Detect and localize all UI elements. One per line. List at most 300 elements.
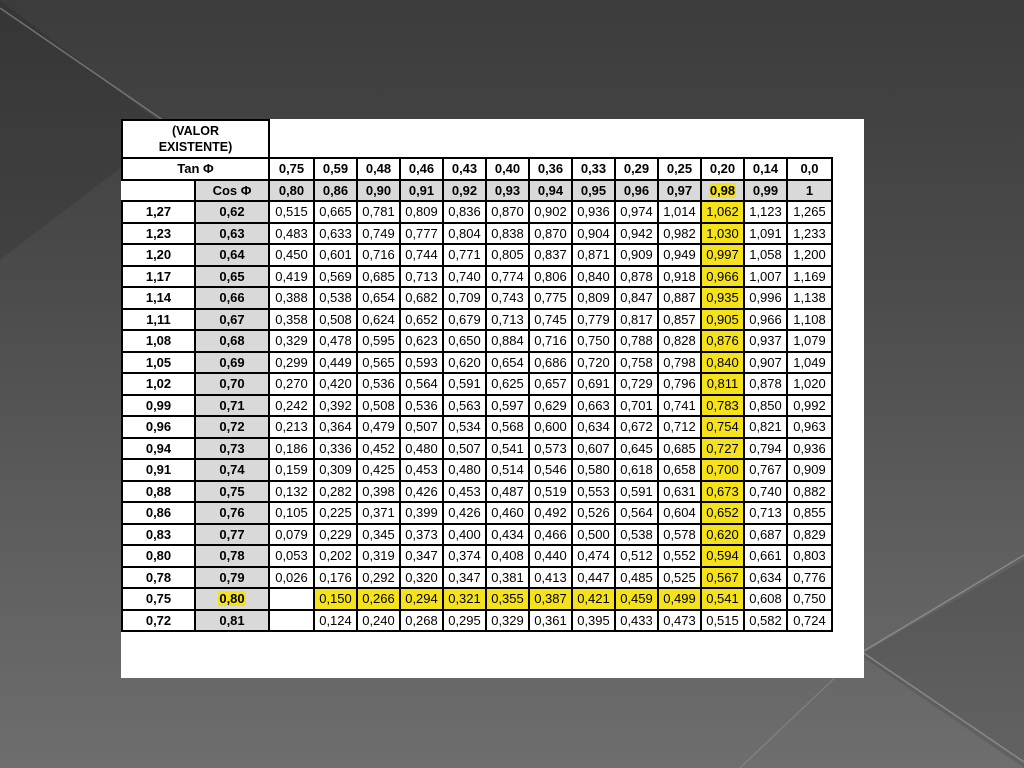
table-cell: 0,806 (529, 266, 572, 288)
table-row (122, 266, 832, 288)
row-cos-existing: 0,75 (195, 481, 269, 503)
tan-value-header: 0,48 (357, 158, 400, 180)
row-tan-existing: 0,83 (122, 524, 195, 546)
table-cell: 0,631 (658, 481, 701, 503)
tan-value-header: 0,59 (314, 158, 357, 180)
table-cell: 0,294 (400, 588, 443, 610)
cos-target-header: 0,93 (486, 180, 529, 202)
table-cell: 0,936 (787, 438, 832, 460)
table-cell: 0,750 (787, 588, 832, 610)
tan-value-header: 0,29 (615, 158, 658, 180)
table-row (122, 416, 832, 438)
table-cell: 0,974 (615, 201, 658, 223)
table-cell: 0,652 (400, 309, 443, 331)
table-cell: 0,408 (486, 545, 529, 567)
table-cell: 0,478 (314, 330, 357, 352)
table-cell: 0,650 (443, 330, 486, 352)
table-cell: 0,447 (572, 567, 615, 589)
cos-target-header: 0,86 (314, 180, 357, 202)
table-cell: 0,371 (357, 502, 400, 524)
table-cell: 0,213 (269, 416, 314, 438)
table-cell: 0,966 (701, 266, 744, 288)
table-cell: 0,452 (357, 438, 400, 460)
table-cell: 1,200 (787, 244, 832, 266)
table-cell: 0,568 (486, 416, 529, 438)
row-cos-existing: 0,71 (195, 395, 269, 417)
table-cell: 0,374 (443, 545, 486, 567)
row-tan-existing: 0,96 (122, 416, 195, 438)
table-row (122, 395, 832, 417)
cos-target-header: 0,80 (269, 180, 314, 202)
table-cell: 0,440 (529, 545, 572, 567)
tan-value-header: 0,14 (744, 158, 787, 180)
table-cell: 0,750 (572, 330, 615, 352)
row-cos-existing: 0,64 (195, 244, 269, 266)
table-cell: 0,709 (443, 287, 486, 309)
table-cell: 0,743 (486, 287, 529, 309)
table-cell: 0,796 (658, 373, 701, 395)
table-cell: 0,593 (400, 352, 443, 374)
table-cell: 0,654 (357, 287, 400, 309)
table-cell: 0,536 (357, 373, 400, 395)
cos-target-header: 0,99 (744, 180, 787, 202)
table-cell: 0,534 (443, 416, 486, 438)
table-cell: 0,618 (615, 459, 658, 481)
table-cell: 0,240 (357, 610, 400, 632)
table-row (122, 545, 832, 567)
table-row (122, 567, 832, 589)
table-cell (269, 588, 314, 610)
row-cos-existing: 0,63 (195, 223, 269, 245)
table-cell: 0,526 (572, 502, 615, 524)
table-cell: 0,591 (615, 481, 658, 503)
row-cos-existing: 0,62 (195, 201, 269, 223)
table-cell: 0,997 (701, 244, 744, 266)
table-cell: 0,685 (658, 438, 701, 460)
table-cell: 0,838 (486, 223, 529, 245)
table-cell: 0,701 (615, 395, 658, 417)
table-cell: 0,499 (658, 588, 701, 610)
tan-value-header: 0,20 (701, 158, 744, 180)
cos-target-header: 0,91 (400, 180, 443, 202)
table-cell: 1,014 (658, 201, 701, 223)
table-cell: 0,817 (615, 309, 658, 331)
tan-value-header: 0,75 (269, 158, 314, 180)
table-row (122, 223, 832, 245)
table-cell: 0,658 (658, 459, 701, 481)
table-cell: 0,591 (443, 373, 486, 395)
table-cell: 0,508 (314, 309, 357, 331)
table-row (122, 244, 832, 266)
table-cell: 0,567 (701, 567, 744, 589)
table-cell: 0,564 (615, 502, 658, 524)
table-cell: 0,480 (400, 438, 443, 460)
row-tan-existing: 0,94 (122, 438, 195, 460)
blank-corner (122, 180, 195, 202)
table-cell: 0,887 (658, 287, 701, 309)
table-cell (269, 610, 314, 632)
table-cell: 0,150 (314, 588, 357, 610)
table-cell: 0,876 (701, 330, 744, 352)
header-label-line1: (VALOR (172, 124, 219, 138)
table-cell: 0,633 (314, 223, 357, 245)
row-cos-existing: 0,67 (195, 309, 269, 331)
table-cell: 0,909 (615, 244, 658, 266)
table-cell: 0,629 (529, 395, 572, 417)
table-cell: 0,483 (269, 223, 314, 245)
table-cell: 0,381 (486, 567, 529, 589)
table-cell: 0,652 (701, 502, 744, 524)
table-cell: 0,459 (615, 588, 658, 610)
table-cell: 0,937 (744, 330, 787, 352)
cos-label: Cos Φ (195, 180, 269, 202)
table-cell: 0,623 (400, 330, 443, 352)
table-cell: 0,798 (658, 352, 701, 374)
table-cell: 0,319 (357, 545, 400, 567)
table-cell: 0,347 (400, 545, 443, 567)
table-cell: 0,202 (314, 545, 357, 567)
table-cell: 0,541 (701, 588, 744, 610)
cos-header-row (122, 180, 832, 202)
table-cell: 0,124 (314, 610, 357, 632)
table-cell: 0,870 (486, 201, 529, 223)
table-cell: 0,512 (615, 545, 658, 567)
table-cell: 1,169 (787, 266, 832, 288)
table-cell: 0,399 (400, 502, 443, 524)
table-cell: 1,233 (787, 223, 832, 245)
table-cell: 0,573 (529, 438, 572, 460)
table-cell: 0,400 (443, 524, 486, 546)
tan-value-header: 0,33 (572, 158, 615, 180)
row-cos-existing (195, 588, 269, 610)
table-cell: 0,878 (615, 266, 658, 288)
table-cell: 0,597 (486, 395, 529, 417)
table-cell: 0,673 (701, 481, 744, 503)
table-cell: 0,809 (572, 287, 615, 309)
header-label-line2: EXISTENTE) (158, 140, 233, 154)
row-cos-existing: 0,77 (195, 524, 269, 546)
row-tan-existing: 1,08 (122, 330, 195, 352)
table-cell: 0,654 (486, 352, 529, 374)
tan-value-header: 0,0 (787, 158, 832, 180)
table-cell: 0,225 (314, 502, 357, 524)
table-cell: 0,700 (701, 459, 744, 481)
table-cell: 0,492 (529, 502, 572, 524)
table-cell: 0,803 (787, 545, 832, 567)
table-cell: 0,460 (486, 502, 529, 524)
table-cell: 0,811 (701, 373, 744, 395)
table-row (122, 588, 832, 610)
table-cell: 0,620 (443, 352, 486, 374)
table-cell: 0,564 (400, 373, 443, 395)
table-cell: 0,740 (443, 266, 486, 288)
table-cell: 0,716 (357, 244, 400, 266)
table-cell: 0,871 (572, 244, 615, 266)
table-cell: 0,661 (744, 545, 787, 567)
row-cos-existing: 0,68 (195, 330, 269, 352)
row-cos-existing: 0,70 (195, 373, 269, 395)
table-cell: 0,515 (701, 610, 744, 632)
table-cell: 0,270 (269, 373, 314, 395)
table-cell: 0,186 (269, 438, 314, 460)
table-cell: 0,485 (615, 567, 658, 589)
table-cell: 0,665 (314, 201, 357, 223)
table-cell: 0,850 (744, 395, 787, 417)
row-cos-existing: 0,66 (195, 287, 269, 309)
table-row (122, 524, 832, 546)
table-cell: 0,713 (400, 266, 443, 288)
table-cell: 0,878 (744, 373, 787, 395)
table-row (122, 201, 832, 223)
table-cell: 0,716 (529, 330, 572, 352)
cos-target-header: 0,96 (615, 180, 658, 202)
table-cell: 1,079 (787, 330, 832, 352)
cos-target-header: 0,95 (572, 180, 615, 202)
table-cell: 0,788 (615, 330, 658, 352)
row-tan-existing: 0,91 (122, 459, 195, 481)
row-tan-existing: 0,75 (122, 588, 195, 610)
table-cell: 0,909 (787, 459, 832, 481)
table-cell: 0,426 (443, 502, 486, 524)
table-cell: 0,907 (744, 352, 787, 374)
table-cell: 0,321 (443, 588, 486, 610)
row-tan-existing: 1,02 (122, 373, 195, 395)
row-tan-existing: 0,99 (122, 395, 195, 417)
table-cell: 0,663 (572, 395, 615, 417)
table-cell: 0,779 (572, 309, 615, 331)
table-cell: 0,295 (443, 610, 486, 632)
table-cell: 0,996 (744, 287, 787, 309)
cos-target-header: 0,97 (658, 180, 701, 202)
table-cell: 0,687 (744, 524, 787, 546)
table-cell: 0,538 (615, 524, 658, 546)
table-cell: 0,657 (529, 373, 572, 395)
table-row (122, 438, 832, 460)
table-cell: 0,918 (658, 266, 701, 288)
table-cell: 0,552 (658, 545, 701, 567)
table-cell: 0,053 (269, 545, 314, 567)
table-cell: 0,982 (658, 223, 701, 245)
table-cell: 0,634 (572, 416, 615, 438)
highlighted-cos-target: 0,98 (709, 182, 736, 198)
table-cell: 0,781 (357, 201, 400, 223)
table-cell: 0,473 (658, 610, 701, 632)
cos-target-header: 0,90 (357, 180, 400, 202)
table-cell: 0,855 (787, 502, 832, 524)
table-row (122, 373, 832, 395)
table-cell: 0,361 (529, 610, 572, 632)
table-cell: 0,645 (615, 438, 658, 460)
table-cell: 0,805 (486, 244, 529, 266)
table-cell: 0,292 (357, 567, 400, 589)
table-cell: 0,758 (615, 352, 658, 374)
table-cell: 1,007 (744, 266, 787, 288)
table-cell: 0,774 (486, 266, 529, 288)
table-cell: 0,884 (486, 330, 529, 352)
table-cell: 0,625 (486, 373, 529, 395)
row-cos-existing: 0,73 (195, 438, 269, 460)
table-cell: 0,229 (314, 524, 357, 546)
table-row (122, 330, 832, 352)
table-cell: 0,563 (443, 395, 486, 417)
table-cell: 0,713 (486, 309, 529, 331)
row-cos-existing: 0,76 (195, 502, 269, 524)
header-empty-area (269, 120, 832, 158)
table-cell: 0,679 (443, 309, 486, 331)
power-factor-table-sheet (121, 119, 864, 678)
table-cell: 0,026 (269, 567, 314, 589)
table-cell: 0,966 (744, 309, 787, 331)
table-cell: 0,515 (269, 201, 314, 223)
table-cell: 0,601 (314, 244, 357, 266)
table-cell: 0,392 (314, 395, 357, 417)
table-cell: 0,691 (572, 373, 615, 395)
table-cell: 0,480 (443, 459, 486, 481)
table-cell: 0,507 (443, 438, 486, 460)
table-cell: 0,487 (486, 481, 529, 503)
table-cell: 0,870 (529, 223, 572, 245)
table-cell: 0,525 (658, 567, 701, 589)
table-cell: 0,159 (269, 459, 314, 481)
table-row (122, 352, 832, 374)
table-cell: 0,420 (314, 373, 357, 395)
table-cell: 0,507 (400, 416, 443, 438)
table-cell: 0,620 (701, 524, 744, 546)
table-cell: 1,020 (787, 373, 832, 395)
table-cell: 0,942 (615, 223, 658, 245)
table-cell: 1,058 (744, 244, 787, 266)
row-cos-existing: 0,78 (195, 545, 269, 567)
row-tan-existing: 0,86 (122, 502, 195, 524)
row-tan-existing: 0,78 (122, 567, 195, 589)
row-tan-existing: 1,27 (122, 201, 195, 223)
row-tan-existing: 1,23 (122, 223, 195, 245)
table-cell: 0,364 (314, 416, 357, 438)
table-row (122, 610, 832, 632)
table-cell: 1,091 (744, 223, 787, 245)
table-cell: 0,450 (269, 244, 314, 266)
table-cell: 0,565 (357, 352, 400, 374)
table-cell: 0,347 (443, 567, 486, 589)
table-row (122, 309, 832, 331)
table-cell: 0,783 (701, 395, 744, 417)
table-cell: 0,500 (572, 524, 615, 546)
table-cell: 0,105 (269, 502, 314, 524)
table-cell: 0,426 (400, 481, 443, 503)
table-cell: 0,514 (486, 459, 529, 481)
table-cell: 0,992 (787, 395, 832, 417)
table-cell: 0,904 (572, 223, 615, 245)
table-cell: 0,744 (400, 244, 443, 266)
table-cell: 0,949 (658, 244, 701, 266)
table-cell: 0,474 (572, 545, 615, 567)
table-cell: 0,419 (269, 266, 314, 288)
table-row (122, 287, 832, 309)
table-cell: 0,776 (787, 567, 832, 589)
cos-target-header (701, 180, 744, 202)
table-cell: 0,582 (744, 610, 787, 632)
tan-value-header: 0,25 (658, 158, 701, 180)
table-cell: 0,355 (486, 588, 529, 610)
table-cell: 0,775 (529, 287, 572, 309)
table-cell: 0,553 (572, 481, 615, 503)
table-cell: 0,519 (529, 481, 572, 503)
table-cell: 0,538 (314, 287, 357, 309)
table-cell: 0,387 (529, 588, 572, 610)
table-cell: 0,809 (400, 201, 443, 223)
table-cell: 0,727 (701, 438, 744, 460)
table-cell: 0,720 (572, 352, 615, 374)
cos-target-header: 0,94 (529, 180, 572, 202)
table-cell: 1,108 (787, 309, 832, 331)
table-cell: 0,672 (615, 416, 658, 438)
table-cell: 0,176 (314, 567, 357, 589)
table-cell: 0,905 (701, 309, 744, 331)
table-cell: 0,413 (529, 567, 572, 589)
table-row (122, 502, 832, 524)
table-cell: 0,686 (529, 352, 572, 374)
table-cell: 0,395 (572, 610, 615, 632)
row-tan-existing: 0,88 (122, 481, 195, 503)
table-cell: 0,767 (744, 459, 787, 481)
tan-label: Tan Φ (122, 158, 269, 180)
table-cell: 0,724 (787, 610, 832, 632)
table-cell: 0,745 (529, 309, 572, 331)
table-cell: 1,265 (787, 201, 832, 223)
power-factor-table (121, 119, 833, 632)
table-cell: 0,624 (357, 309, 400, 331)
row-tan-existing: 1,05 (122, 352, 195, 374)
table-row (122, 459, 832, 481)
table-cell: 0,569 (314, 266, 357, 288)
row-cos-existing: 0,65 (195, 266, 269, 288)
table-cell: 0,829 (787, 524, 832, 546)
table-cell: 0,536 (400, 395, 443, 417)
table-cell: 0,329 (269, 330, 314, 352)
table-cell: 1,030 (701, 223, 744, 245)
table-cell: 1,062 (701, 201, 744, 223)
table-cell: 0,580 (572, 459, 615, 481)
table-cell: 0,857 (658, 309, 701, 331)
table-cell: 0,902 (529, 201, 572, 223)
table-cell: 0,329 (486, 610, 529, 632)
row-tan-existing: 1,14 (122, 287, 195, 309)
table-cell: 0,963 (787, 416, 832, 438)
row-cos-existing: 0,79 (195, 567, 269, 589)
table-cell: 0,388 (269, 287, 314, 309)
table-cell: 0,132 (269, 481, 314, 503)
table-cell: 0,741 (658, 395, 701, 417)
table-cell: 0,282 (314, 481, 357, 503)
table-cell: 0,754 (701, 416, 744, 438)
row-tan-existing: 1,17 (122, 266, 195, 288)
table-cell: 0,449 (314, 352, 357, 374)
table-cell: 0,682 (400, 287, 443, 309)
table-cell: 0,828 (658, 330, 701, 352)
table-cell: 0,578 (658, 524, 701, 546)
table-cell: 0,434 (486, 524, 529, 546)
tan-value-header: 0,46 (400, 158, 443, 180)
row-cos-existing: 0,81 (195, 610, 269, 632)
table-cell: 0,794 (744, 438, 787, 460)
table-cell: 0,079 (269, 524, 314, 546)
table-cell: 0,421 (572, 588, 615, 610)
table-cell: 0,821 (744, 416, 787, 438)
table-cell: 0,594 (701, 545, 744, 567)
table-cell: 0,771 (443, 244, 486, 266)
cos-target-header: 1 (787, 180, 832, 202)
table-cell: 0,479 (357, 416, 400, 438)
